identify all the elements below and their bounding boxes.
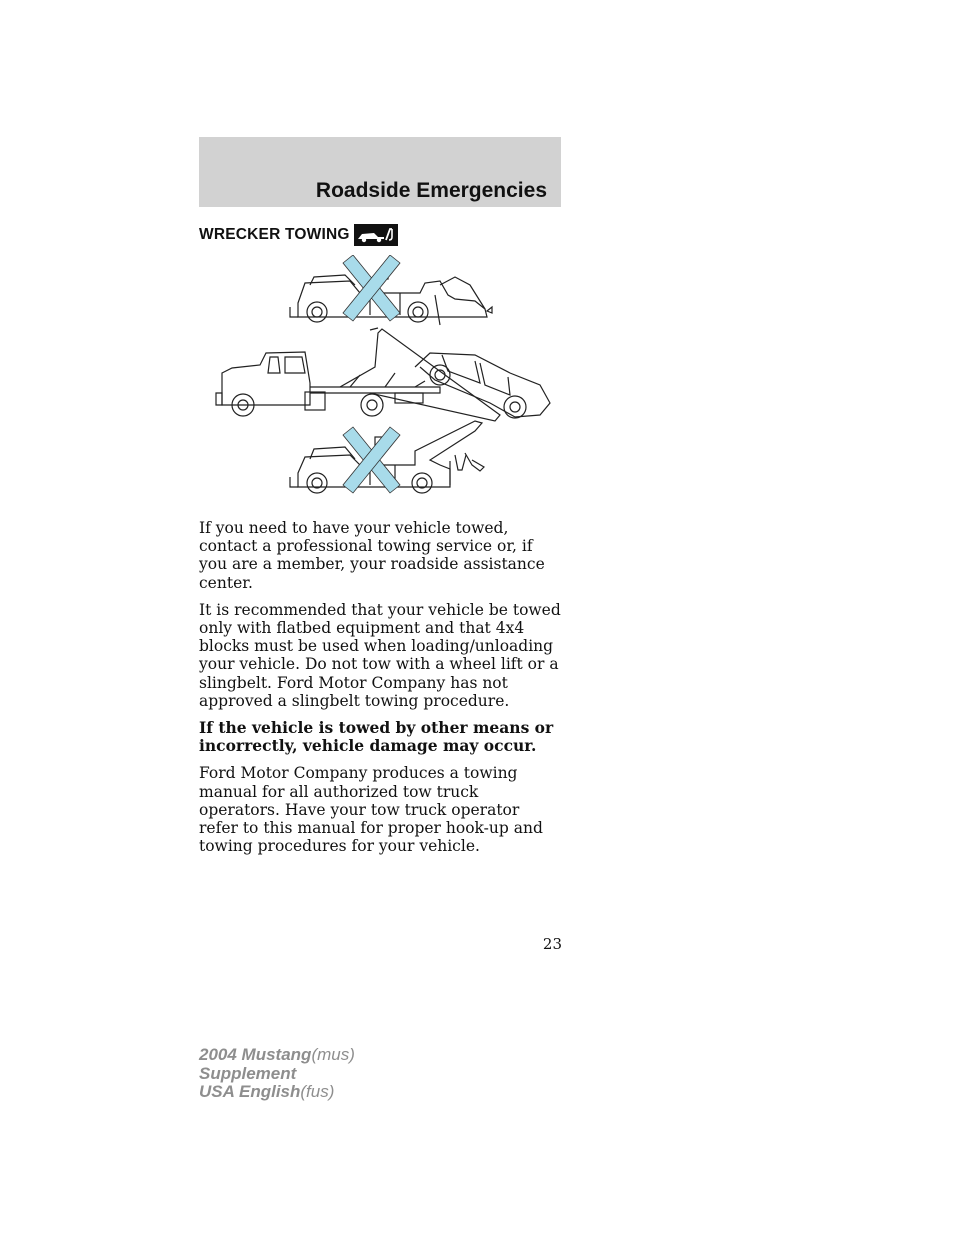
footer-language: USA English [199,1082,301,1101]
footer [199,1046,355,1102]
footer-model-code: (mus) [311,1045,355,1064]
prohibited-x-mark [343,255,400,321]
section-heading [199,223,398,247]
header-title: Roadside Emergencies [315,179,547,202]
footer-model: 2004 Mustang [199,1045,312,1064]
paragraph-towing-manual: Ford Motor Company produces a towing manual for all authorized tow truck operators. Have your tow truck operator refer to this manual for proper hook-up and towing procedures for your vehicle. [199,764,543,856]
body-text [199,519,561,864]
footer-line-3 [199,1083,355,1102]
footer-line-2 [199,1065,355,1084]
wrecker-tow-icon [354,224,398,246]
footer-supplement: Supplement [199,1063,297,1083]
towing-illustration [210,255,560,505]
section-heading-text: WRECKER TOWING [199,226,350,243]
flatbed-truck-diagram [216,328,550,421]
footer-language-code: (fus) [300,1082,335,1101]
footer-line-1 [199,1046,355,1065]
paragraph-warning: If the vehicle is towed by other means or incorrectly, vehicle damage may occur. [199,718,554,756]
page-number: 23 [542,935,562,953]
paragraph-contact-towing: If you need to have your vehicle towed, contact a professional towing service or, if you are a member, your roadside assistance center. [199,519,545,592]
prohibited-x-mark [343,427,400,493]
header-band [199,137,561,207]
paragraph-flatbed-recommendation: It is recommended that your vehicle be towed only with flatbed equipment and that 4x4 blocks must be used when loading/unloading your vehicle. Do not tow with a wheel lift or a slingbelt. Ford Motor Company has not approved a slingbelt towing procedure. [199,600,561,710]
